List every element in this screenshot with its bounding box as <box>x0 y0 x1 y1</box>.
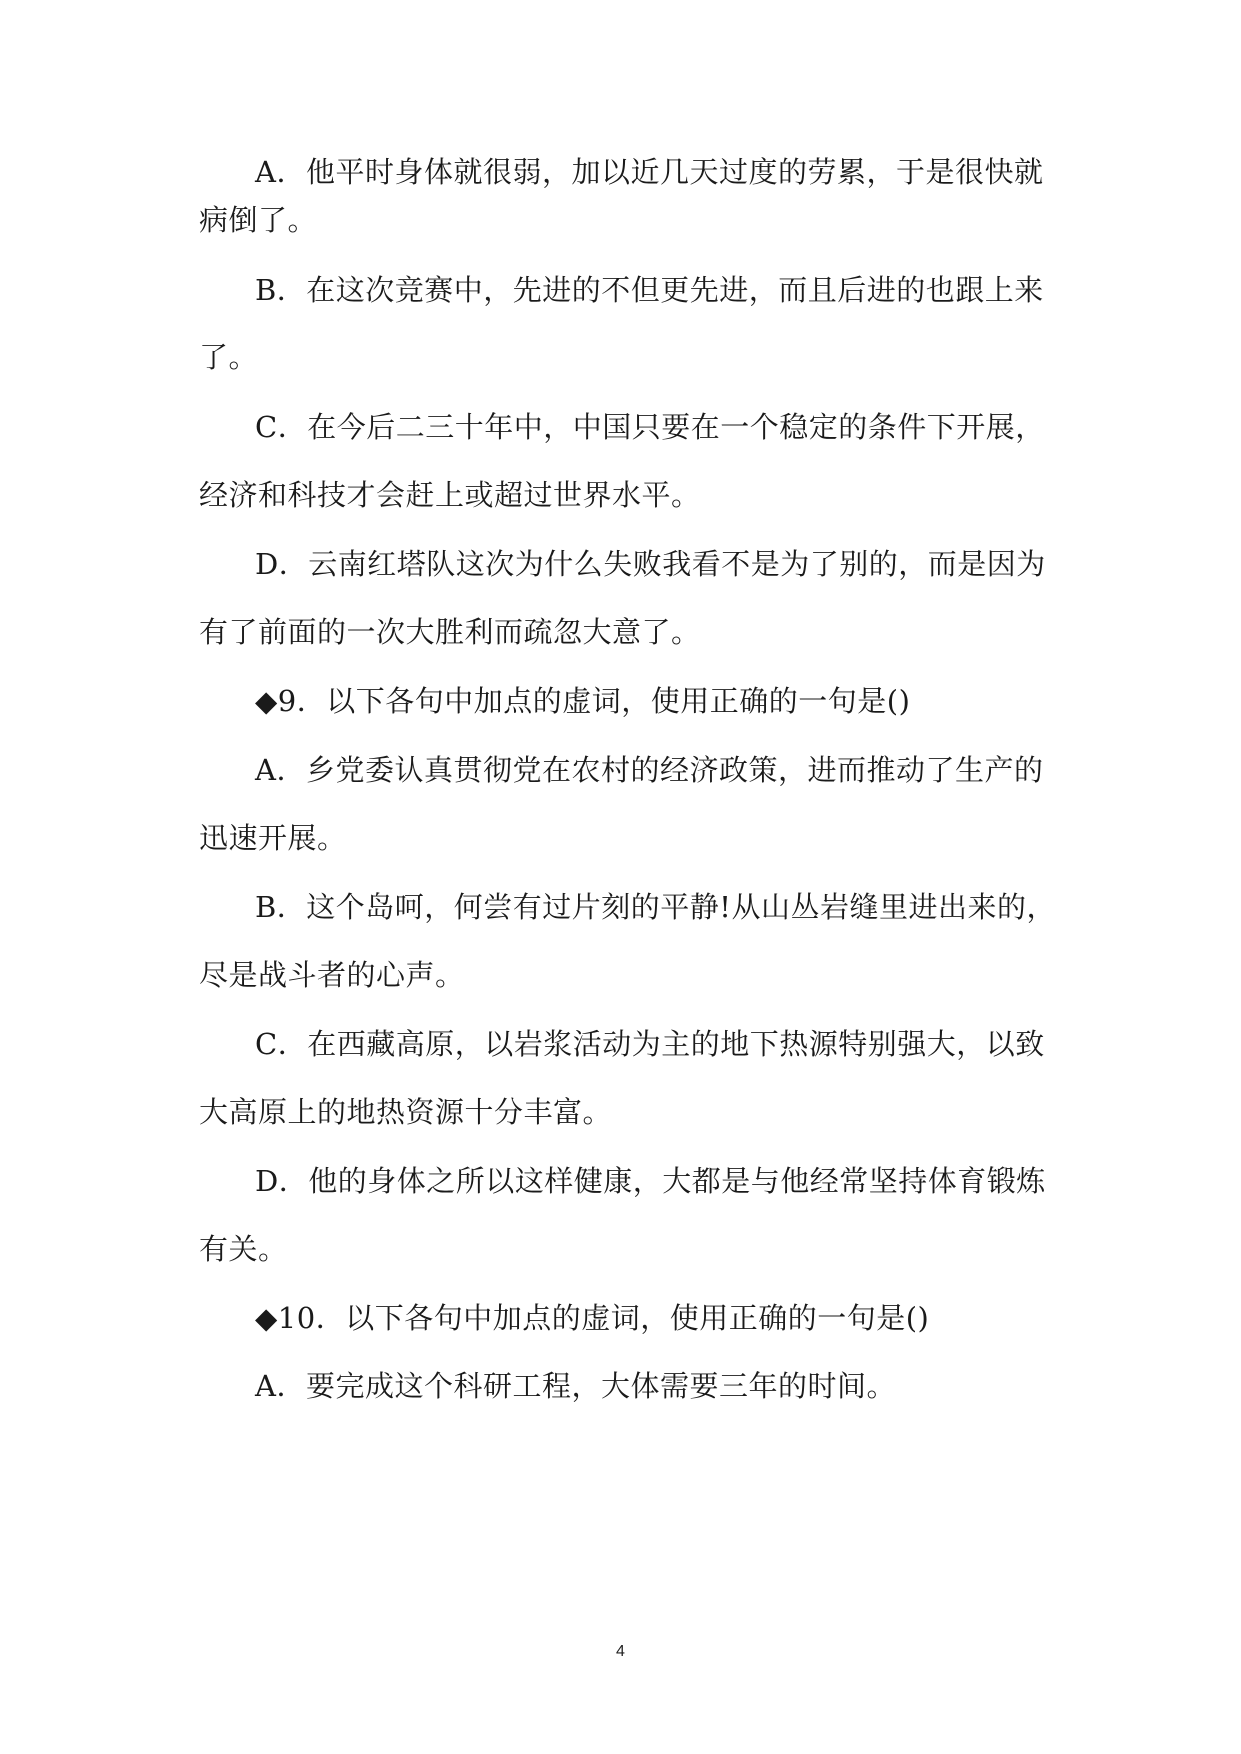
option-c-q8-line-2: 经济和科技才会赶上或超过世界水平。 <box>199 478 701 512</box>
option-b-q8-line-1: B．在这次竞赛中，先进的不但更先进，而且后进的也跟上来 <box>255 273 1044 307</box>
option-b-q8-line-2: 了。 <box>199 340 259 374</box>
option-a-q10-line-1: A．要完成这个科研工程，大体需要三年的时间。 <box>255 1369 896 1403</box>
option-b-q9-line-2: 尽是战斗者的心声。 <box>199 958 465 992</box>
option-a-q8-line-2: 病倒了。 <box>199 203 318 237</box>
option-d-q8-line-2: 有了前面的一次大胜利而疏忽大意了。 <box>199 615 701 649</box>
option-b-q9-line-1: B．这个岛呵，何尝有过片刻的平静!从山丛岩缝里进出来的， <box>255 890 1056 924</box>
question-10-heading: ◆10．以下各句中加点的虚词，使用正确的一句是() <box>255 1301 930 1335</box>
option-a-q9-line-1: A．乡党委认真贯彻党在农村的经济政策，进而推动了生产的 <box>255 753 1044 787</box>
option-d-q8-line-1: D．云南红塔队这次为什么失败我看不是为了别的，而是因为 <box>255 547 1046 581</box>
option-a-q8-line-1: A．他平时身体就很弱，加以近几天过度的劳累，于是很快就 <box>255 155 1044 189</box>
option-c-q9-line-1: C．在西藏高原，以岩浆活动为主的地下热源特别强大，以致 <box>255 1027 1045 1061</box>
option-a-q9-line-2: 迅速开展。 <box>199 821 347 855</box>
option-d-q9-line-2: 有关。 <box>199 1232 288 1266</box>
option-c-q8-line-1: C．在今后二三十年中，中国只要在一个稳定的条件下开展， <box>255 410 1045 444</box>
option-d-q9-line-1: D．他的身体之所以这样健康，大都是与他经常坚持体育锻炼 <box>255 1164 1046 1198</box>
option-c-q9-line-2: 大高原上的地热资源十分丰富。 <box>199 1095 613 1129</box>
question-9-heading: ◆9．以下各句中加点的虚词，使用正确的一句是() <box>255 684 911 718</box>
page-number: 4 <box>616 1643 625 1660</box>
